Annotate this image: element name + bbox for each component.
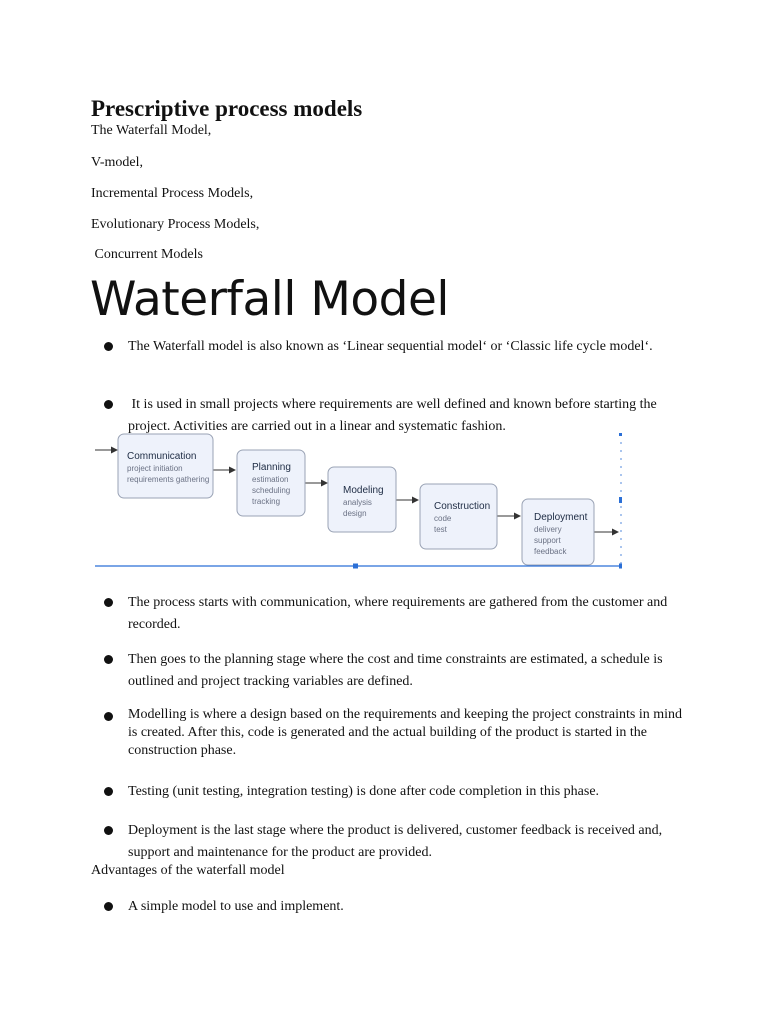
waterfall-diagram[interactable] — [93, 433, 623, 571]
bullet-icon — [104, 400, 113, 409]
stage-detail: project initiation — [127, 464, 183, 473]
resize-handle[interactable] — [619, 497, 622, 503]
bullet-text: Then goes to the planning stage where the cost and time constraints are estimated, a schedule is outlined and project tracking variables are defined. — [128, 652, 663, 689]
stage-modeling — [328, 467, 396, 532]
phase-bullet — [104, 706, 684, 760]
phase-bullet — [104, 781, 684, 803]
bullet-icon — [104, 902, 113, 911]
section-heading: Waterfall Model — [90, 272, 449, 327]
stage-title: Deployment — [534, 512, 588, 523]
stage-detail: design — [343, 509, 367, 518]
stage-detail: test — [434, 525, 447, 534]
bullet-icon — [104, 598, 113, 607]
stage-title: Modeling — [343, 485, 384, 496]
advantages-heading: Advantages of the waterfall model — [91, 863, 285, 878]
phase-bullet — [104, 592, 684, 636]
stage-title: Construction — [434, 501, 491, 512]
stage-detail: support — [534, 536, 561, 545]
stage-detail: scheduling — [252, 486, 291, 495]
stage-detail: code — [434, 514, 452, 523]
intro-bullet — [104, 394, 684, 438]
bullet-text: Testing (unit testing, integration testing) is done after code completion in this phase. — [128, 784, 600, 799]
resize-handle[interactable] — [619, 433, 622, 436]
stage-detail: analysis — [343, 498, 372, 507]
phase-bullet — [104, 820, 684, 864]
intro-bullet — [104, 336, 684, 358]
bullet-text: Deployment is the last stage where the product is delivered, customer feedback is received and, support and maintenance for the product are provided. — [128, 823, 663, 860]
stage-detail: delivery — [534, 525, 562, 534]
model-item-incremental: Incremental Process Models, — [91, 186, 254, 201]
stage-construction — [420, 484, 497, 549]
stage-title: Planning — [252, 462, 291, 473]
stage-detail: estimation — [252, 475, 289, 484]
advantage-bullet — [104, 896, 684, 918]
stage-communication — [118, 434, 213, 498]
bullet-icon — [104, 826, 113, 835]
model-item-concurrent: Concurrent Models — [91, 247, 203, 262]
stage-detail: feedback — [534, 547, 567, 556]
resize-handle[interactable] — [619, 564, 622, 569]
phase-bullet — [104, 649, 684, 693]
stage-deployment — [522, 499, 594, 565]
resize-handle[interactable] — [353, 564, 358, 569]
bullet-icon — [104, 342, 113, 351]
model-item-v-model: V-model, — [91, 155, 143, 170]
stage-title: Communication — [127, 451, 197, 462]
bullet-text: A simple model to use and implement. — [128, 899, 344, 914]
bullet-text: It is used in small projects where requirements are well defined and known before starting the project. Activities are carried out in a linear and systematic fashion. — [128, 397, 661, 434]
page-title: Prescriptive process models — [91, 96, 363, 121]
bullet-text: The Waterfall model is also known as ‘Linear sequential model‘ or ‘Classic life cycle model‘. — [128, 339, 653, 354]
model-item-waterfall: The Waterfall Model, — [91, 123, 212, 138]
stage-detail: requirements gathering — [127, 475, 210, 484]
model-item-evolutionary: Evolutionary Process Models, — [91, 217, 260, 232]
bullet-icon — [104, 787, 113, 796]
bullet-text: The process starts with communication, where requirements are gathered from the customer and recorded. — [128, 595, 668, 632]
bullet-text: Modelling is where a design based on the requirements and keeping the project constraints in mind is created. After this, code is generated and the actual building of the product is started in the construction phase. — [128, 707, 683, 758]
bullet-icon — [104, 712, 113, 721]
stage-planning — [237, 450, 305, 516]
stage-detail: tracking — [252, 497, 281, 506]
bullet-icon — [104, 655, 113, 664]
